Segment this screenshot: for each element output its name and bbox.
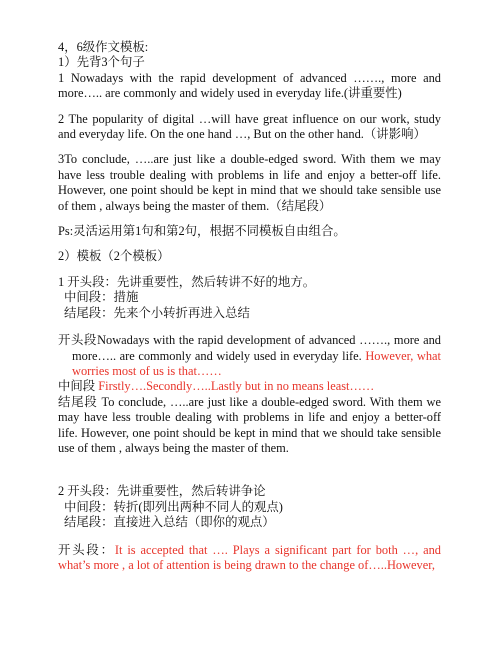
template2-line3: 结尾段：直接进入总结（即你的观点） (64, 515, 275, 530)
ps-note: Ps:灵活运用第1句和第2句，根据不同模板自由组合。 (58, 224, 346, 239)
sentence-2: 2 The popularity of digital …will have great influence on our work, study and everyday life. On the one hand …, But on the other hand.（讲影响） (58, 111, 441, 142)
sentence-1: 1 Nowadays with the rapid development of advanced ……., more and more….. are commonly and widely used in everyday life.(讲重要性) (58, 70, 441, 101)
example-end-label: 结尾段 (58, 394, 98, 409)
template1-example-end (58, 395, 441, 457)
step2-heading: 2）模板（2个模板） (58, 249, 170, 264)
example-mid-red-text: Firstly….Secondly…..Lastly but in no means least…… (95, 379, 375, 394)
doc-title: 4，6级作文模板: (58, 40, 149, 54)
example2-open-label: 开头段： (58, 542, 115, 557)
example-mid-label: 中间段 (58, 379, 96, 394)
step1-heading: 1）先背3个句子 (58, 55, 145, 70)
template2-line1: 2 开头段：先讲重要性，然后转讲争论 (58, 484, 266, 499)
template1-line2: 中间段：措施 (64, 290, 139, 305)
example-end-text: To conclude, …..are just like a double-edged sword. With them we may have less trouble dealing with problems in life and enjoy a better-off life. However, one point should be kept in mind that we should take sensible use of them , always being the master of them. (58, 394, 442, 455)
template2-example-open (58, 543, 441, 574)
template2-line2: 中间段：转折(即列出两种不同人的观点) (64, 499, 283, 514)
example-open-text: Nowadays with the rapid development of advanced ……., more and more….. are commonly and widely used in everyday life. (72, 333, 442, 363)
example-open-label: 开头段 (58, 333, 98, 348)
template1-line1: 1 开头段：先讲重要性，然后转讲不好的地方。 (58, 274, 316, 289)
example2-open-red-text: It is accepted that …. Plays a significant part for both …, and what’s more , a lot of attention is being drawn to the change of…..However, (58, 542, 441, 572)
template1-example-open (58, 333, 441, 379)
document-page (58, 40, 441, 573)
template1-example-mid (58, 379, 441, 394)
template1-line3: 结尾段：先来个小转折再进入总结 (64, 305, 250, 320)
example-open-red-text: However, what worries most of us is that…… (72, 348, 442, 378)
sentence-3: 3To conclude, …..are just like a double-edged sword. With them we may have less trouble dealing with problems in life and enjoy a better-off life. However, one point should be kept in mind that we should take sensible use of them , always being the master of them.（结尾段） (58, 152, 441, 213)
